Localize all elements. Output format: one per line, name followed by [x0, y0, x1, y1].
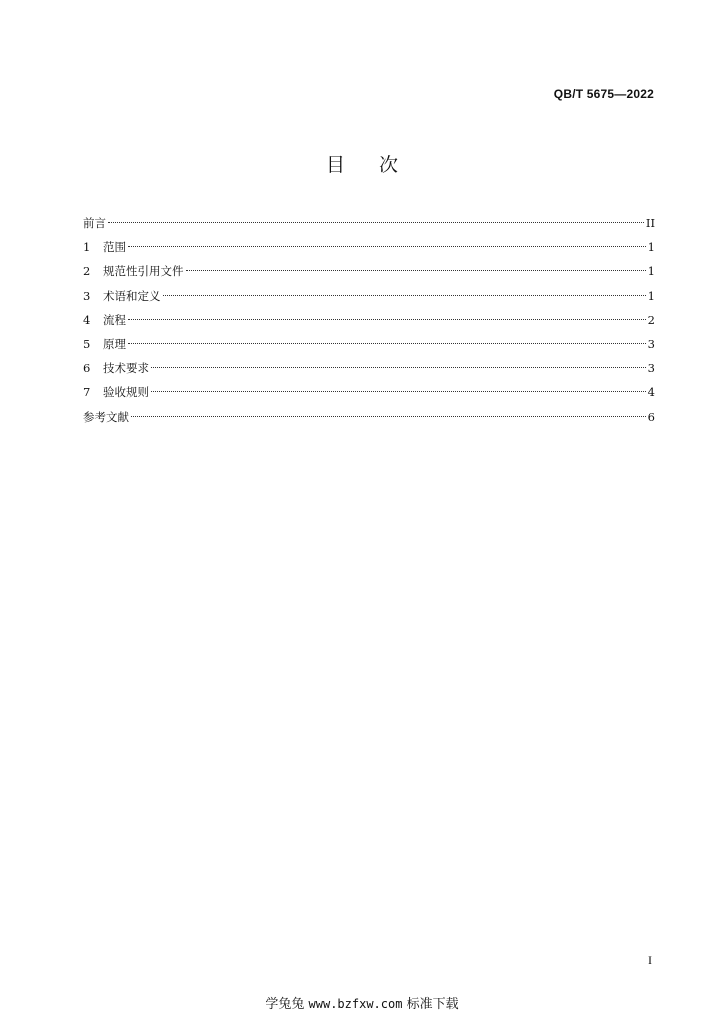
toc-entry-label: 技术要求	[103, 361, 149, 376]
toc-entry-acceptance-rules[interactable]	[83, 380, 655, 404]
toc-leader-dots	[131, 416, 646, 417]
toc-entry-number: 5	[83, 336, 91, 351]
toc-entry-bibliography[interactable]	[83, 405, 655, 429]
toc-leader-dots	[128, 319, 646, 320]
toc-leader-dots	[186, 270, 646, 271]
toc-leader-dots	[163, 295, 646, 296]
toc-entry-page: 3	[647, 336, 655, 351]
footer-watermark	[0, 993, 724, 1012]
toc-entry-page: 1	[647, 240, 655, 255]
toc-entry-page: 3	[647, 361, 655, 376]
toc-entry-label: 范围	[103, 240, 126, 255]
toc-entry-number: 3	[83, 288, 91, 303]
toc-entry-label: 前言	[83, 216, 106, 230]
page-number: I	[648, 953, 652, 967]
toc-entry-number: 1	[83, 240, 91, 255]
page-title	[0, 150, 724, 177]
title-char-1: 目	[325, 154, 345, 176]
toc-entry-process[interactable]	[83, 308, 655, 332]
toc-entry-label: 术语和定义	[103, 288, 161, 303]
toc-entry-label: 流程	[103, 312, 126, 327]
toc-entry-number: 6	[83, 361, 91, 376]
toc-entry-page: 1	[647, 264, 655, 279]
toc-leader-dots	[151, 391, 646, 392]
toc-leader-dots	[128, 343, 646, 344]
footer-tagline: 标准下载	[406, 997, 459, 1012]
toc-entry-number: 2	[83, 264, 91, 279]
toc-entry-foreword[interactable]	[83, 211, 655, 235]
toc-entry-page: 1	[647, 288, 655, 303]
toc-entry-page: 6	[647, 409, 655, 424]
toc-leader-dots	[108, 222, 644, 223]
toc-entry-number: 4	[83, 312, 91, 327]
toc-entry-principle[interactable]	[83, 332, 655, 356]
toc-leader-dots	[151, 367, 646, 368]
toc-entry-label: 验收规则	[103, 385, 149, 400]
title-char-2: 次	[379, 154, 399, 176]
footer-site-name: 学兔兔	[265, 997, 305, 1012]
toc-entry-technical-requirements[interactable]	[83, 356, 655, 380]
toc-entry-terms-definitions[interactable]	[83, 284, 655, 308]
toc-leader-dots	[128, 246, 646, 247]
toc-entry-normative-references[interactable]	[83, 259, 655, 283]
toc-entry-page: II	[645, 216, 655, 230]
toc-entry-page: 2	[647, 312, 655, 327]
footer-url[interactable]: www.bzfxw.com	[308, 997, 403, 1011]
toc-entry-number: 7	[83, 385, 91, 400]
toc-entry-label: 规范性引用文件	[103, 264, 184, 279]
toc-entry-label: 原理	[103, 336, 126, 351]
toc-entry-page: 4	[647, 385, 655, 400]
table-of-contents	[83, 211, 655, 429]
toc-entry-label: 参考文献	[83, 409, 129, 424]
standard-code: QB/T 5675—2022	[553, 87, 654, 101]
toc-entry-scope[interactable]	[83, 235, 655, 259]
